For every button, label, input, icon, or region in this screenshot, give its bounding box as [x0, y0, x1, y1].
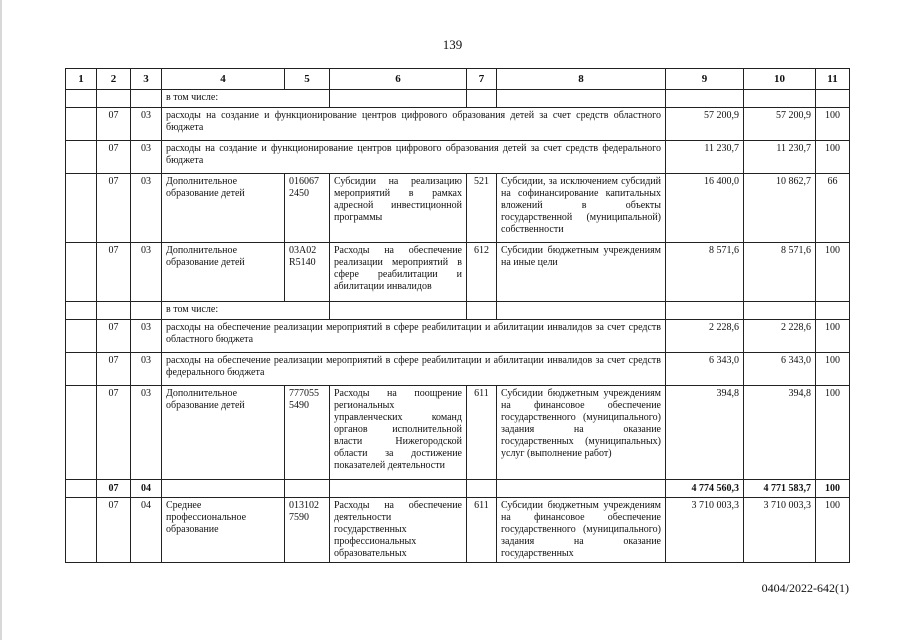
cell-subsection: 03 — [131, 386, 162, 480]
col-header: 11 — [816, 69, 850, 90]
cell-section: 07 — [97, 386, 131, 480]
cell-actual: 8 571,6 — [744, 243, 816, 302]
cell-plan: 16 400,0 — [666, 174, 744, 243]
cell-actual: 3 710 003,3 — [744, 498, 816, 563]
cell-plan: 2 228,6 — [666, 320, 744, 353]
cell-plan: 57 200,9 — [666, 108, 744, 141]
cell-plan: 11 230,7 — [666, 141, 744, 174]
cell-description: расходы на создание и функционирование центров цифрового образования детей за счет средств федерального бюджета — [162, 141, 666, 174]
col-header: 8 — [497, 69, 666, 90]
table-row — [66, 320, 850, 353]
cell-subsection: 03 — [131, 353, 162, 386]
table-row — [66, 353, 850, 386]
cell-type-name: Субсидии бюджетным учреждениям на иные цели — [497, 243, 666, 302]
cell-type-code: 612 — [467, 243, 497, 302]
cell-target-code: 013102 7590 — [285, 498, 330, 563]
cell-actual: 57 200,9 — [744, 108, 816, 141]
cell-expense-name: Расходы на поощрение региональных управленческих команд органов исполнительной власти Нижегородской области за достижение показателей деятельности — [330, 386, 467, 480]
scan-edge — [0, 0, 2, 640]
col-header: 6 — [330, 69, 467, 90]
cell-percent: 100 — [816, 320, 850, 353]
cell-subsection: 03 — [131, 243, 162, 302]
cell-section: 07 — [97, 320, 131, 353]
table-row — [66, 174, 850, 243]
cell-percent: 100 — [816, 353, 850, 386]
cell-percent: 100 — [816, 480, 850, 498]
cell-subsection: 03 — [131, 174, 162, 243]
table-row — [66, 386, 850, 480]
cell-subsection: 03 — [131, 108, 162, 141]
cell-percent: 66 — [816, 174, 850, 243]
col-header: 9 — [666, 69, 744, 90]
cell-description: расходы на обеспечение реализации мероприятий в сфере реабилитации и абилитации инвалидов за счет средств федерального бюджета — [162, 353, 666, 386]
cell-actual: 10 862,7 — [744, 174, 816, 243]
table-row — [66, 498, 850, 563]
table-row — [66, 90, 850, 108]
cell-percent: 100 — [816, 108, 850, 141]
cell-expense-name: Субсидии на реализацию мероприятий в рамках адресной инвестиционной программы — [330, 174, 467, 243]
budget-table — [65, 68, 850, 563]
cell-name: Среднее профессиональное образование — [162, 498, 285, 563]
cell-percent: 100 — [816, 141, 850, 174]
cell-percent: 100 — [816, 498, 850, 563]
cell-section: 07 — [97, 174, 131, 243]
cell-name: Дополнительное образование детей — [162, 174, 285, 243]
cell-description: расходы на обеспечение реализации мероприятий в сфере реабилитации и абилитации инвалидов за счет средств областного бюджета — [162, 320, 666, 353]
cell-percent: 100 — [816, 243, 850, 302]
cell-section: 07 — [97, 353, 131, 386]
cell-percent: 100 — [816, 386, 850, 480]
cell-plan: 8 571,6 — [666, 243, 744, 302]
cell-name: Дополнительное образование детей — [162, 243, 285, 302]
cell-target-code: 03А02 R5140 — [285, 243, 330, 302]
header-row — [66, 69, 850, 90]
subhead-label: в том числе: — [162, 302, 330, 320]
cell-section: 07 — [97, 141, 131, 174]
cell-target-code: 016067 2450 — [285, 174, 330, 243]
cell-type-name: Субсидии бюджетным учреждениям на финансовое обеспечение государственного (муниципального) задания на оказание государственных (муниципальных) услуг (выполнение работ) — [497, 386, 666, 480]
cell-section: 07 — [97, 243, 131, 302]
cell-subsection: 04 — [131, 498, 162, 563]
table-row — [66, 141, 850, 174]
cell-actual: 11 230,7 — [744, 141, 816, 174]
cell-subsection: 03 — [131, 141, 162, 174]
document-code: 0404/2022-642(1) — [761, 581, 849, 595]
page-number: 139 — [442, 37, 463, 52]
cell-plan: 394,8 — [666, 386, 744, 480]
cell-plan: 3 710 003,3 — [666, 498, 744, 563]
cell-section: 07 — [97, 498, 131, 563]
col-header: 5 — [285, 69, 330, 90]
col-header: 10 — [744, 69, 816, 90]
cell-plan: 6 343,0 — [666, 353, 744, 386]
cell-subsection: 03 — [131, 320, 162, 353]
table-row — [66, 108, 850, 141]
col-header: 4 — [162, 69, 285, 90]
col-header: 2 — [97, 69, 131, 90]
cell-name: Дополнительное образование детей — [162, 386, 285, 480]
cell-type-name: Субсидии, за исключением субсидий на софинансирование капитальных вложений в объекты государственной (муниципальной) собственности — [497, 174, 666, 243]
col-header: 1 — [66, 69, 97, 90]
cell-type-code: 611 — [467, 498, 497, 563]
col-header: 7 — [467, 69, 497, 90]
cell-type-code: 521 — [467, 174, 497, 243]
cell-actual: 394,8 — [744, 386, 816, 480]
cell-expense-name: Расходы на обеспечение реализации мероприятий в сфере реабилитации и абилитации инвалидов — [330, 243, 467, 302]
cell-type-name: Субсидии бюджетным учреждениям на финансовое обеспечение государственного (муниципального) задания на оказание государственных — [497, 498, 666, 563]
cell-actual: 6 343,0 — [744, 353, 816, 386]
cell-type-code: 611 — [467, 386, 497, 480]
cell-target-code: 777055 5490 — [285, 386, 330, 480]
cell-section: 07 — [97, 108, 131, 141]
cell-expense-name: Расходы на обеспечение деятельности государственных профессиональных образовательных — [330, 498, 467, 563]
table-row — [66, 243, 850, 302]
cell-actual: 2 228,6 — [744, 320, 816, 353]
table-row — [66, 302, 850, 320]
cell-actual: 4 771 583,7 — [744, 480, 816, 498]
subtotal-row — [66, 480, 850, 498]
cell-section: 07 — [97, 480, 131, 498]
cell-description: расходы на создание и функционирование центров цифрового образования детей за счет средств областного бюджета — [162, 108, 666, 141]
subhead-label: в том числе: — [162, 90, 330, 108]
cell-subsection: 04 — [131, 480, 162, 498]
col-header: 3 — [131, 69, 162, 90]
cell-plan: 4 774 560,3 — [666, 480, 744, 498]
